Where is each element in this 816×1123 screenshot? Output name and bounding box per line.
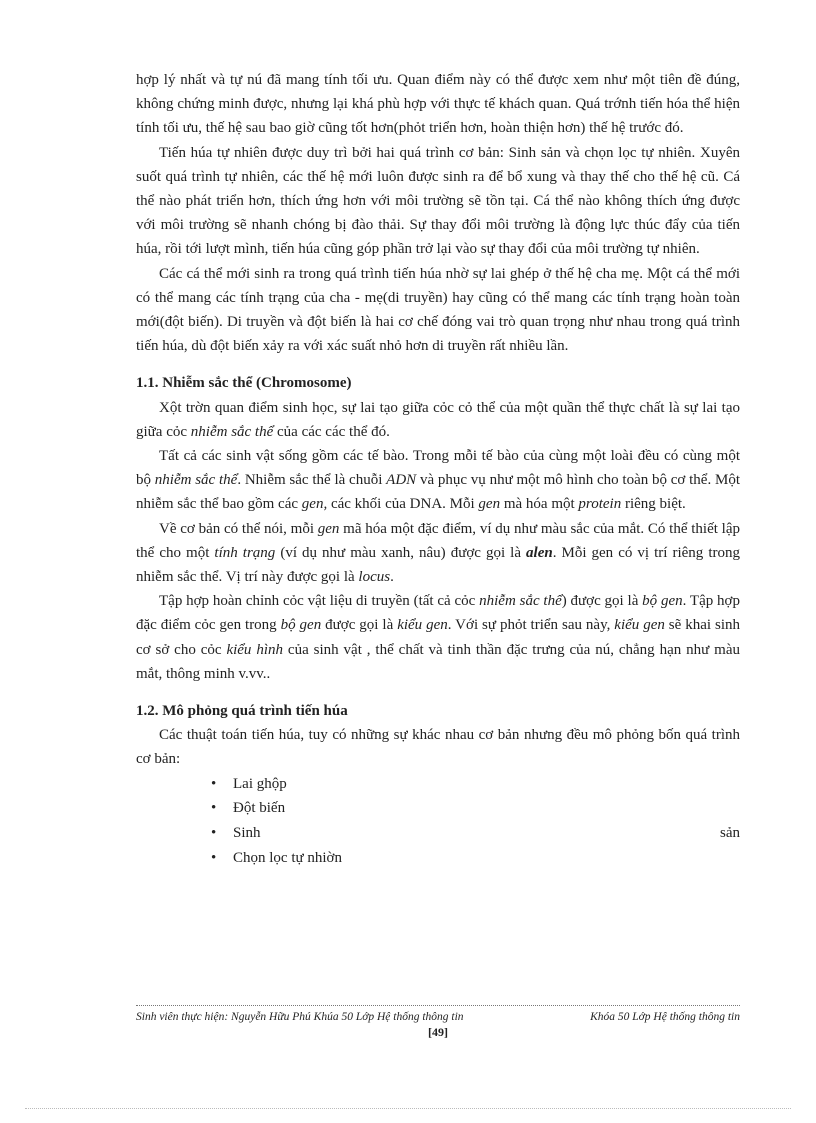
paragraph-simulation-intro: Các thuật toán tiến húa, tuy có những sự khác nhau cơ bản nhưng đều mô phỏng bốn quá trình cơ bản: xyxy=(136,727,740,768)
list-item: • Đột biến xyxy=(211,796,740,821)
paragraph-chromosome-1: Xột trờn quan điểm sinh học, sự lai tạo giữa cỏc cỏ thể của một quần thể thực chất là sự lai tạo giữa cỏc nhiễm sắc thể của các các thể đó. xyxy=(136,399,740,440)
process-list xyxy=(136,772,740,871)
paragraph-chromosome-3: Về cơ bản có thể nói, mỗi gen mã hóa một đặc điểm, ví dụ như màu sắc của mắt. Có thể thiết lập thể cho một tính trạng (ví dụ như màu xanh, nâu) được gọi là alen. Mỗi gen có vị trí riêng trong nhiễm sắc thể. Vị trí này được gọi là locus. xyxy=(136,520,740,586)
footer-class: Khóa 50 Lớp Hệ thống thông tin xyxy=(590,1011,740,1023)
paragraph-chromosome-2: Tất cả các sinh vật sống gồm các tế bào. Trong mỗi tế bào của cùng một loài đều có cùng một bộ nhiễm sắc thể. Nhiễm sắc thể là chuỗi ADN và phục vụ như một mô hình cho toàn bộ cơ thể. Một nhiễm sắc thể bao gồm các gen, các khối của DNA. Mỗi gen mà hóa một protein riêng biệt. xyxy=(136,448,740,513)
list-item: • Sinh sản xyxy=(211,821,740,846)
paragraph-natural-evolution: Tiến húa tự nhiên được duy trì bởi hai quá trình cơ bản: Sinh sản và chọn lọc tự nhiên. Xuyên suốt quá trình tự nhiên, các thế hệ mới luôn được sinh ra để bổ xung và thay thế cho thế hệ cũ. Cá thể nào phát triển hơn, thích ứng hơn với môi trường sẽ tồn tại. Cá thể nào không thích ứng được với môi trường sẽ nhanh chóng bị đào thải. Sự thay đổi môi trường là động lực thúc đẩy của tiến húa, rồi tới lượt mình, tiến húa cũng góp phần trở lại vào sự thay đổi của môi trường tự nhiên. xyxy=(136,144,740,258)
list-item: • Chọn lọc tự nhiờn xyxy=(211,846,740,871)
list-item: • Lai ghộp xyxy=(211,772,740,797)
section-heading-simulation: 1.2. Mô phỏng quá trình tiến húa xyxy=(136,703,348,720)
paragraph-offspring: Các cá thể mới sinh ra trong quá trình tiến húa nhờ sự lai ghép ở thế hệ cha mẹ. Một cá thể mới có thể mang các tính trạng của cha - mẹ(di truyền) hay cũng có thể mang các tính trạng hoàn toàn mới(đột biến). Di truyền và đột biến là hai cơ chế đóng vai trò quan trọng như nhau trong quá trình tiến húa, dù đột biến xảy ra với xác suất nhỏ hơn di truyền rất nhiều lần. xyxy=(136,265,740,355)
paragraph-chromosome-4: Tập hợp hoàn chỉnh cỏc vật liệu di truyền (tất cả cỏc nhiễm sắc thể) được gọi là bộ gen. Tập hợp đặc điểm cỏc gen trong bộ gen được gọi là kiểu gen. Với sự phỏt triển sau này, kiểu gen sẽ khai sinh cơ sở cho cỏc kiểu hình của sinh vật , thể chất và tinh thần đặc trưng của nú, chẳng hạn như màu mắt, thông minh v.vv.. xyxy=(136,593,740,682)
footer-author: Sinh viên thực hiện: Nguyễn Hữu Phú Khúa 50 Lớp Hệ thống thông tin xyxy=(136,1011,464,1023)
page-content xyxy=(136,68,740,871)
page-footer xyxy=(136,1005,740,1040)
page-number: [49] xyxy=(428,1025,448,1039)
paragraph-continuation: hợp lý nhất và tự nú đã mang tính tối ưu. Quan điểm này có thể được xem như một tiên đề đúng, không chứng minh được, nhưng lại khá phù hợp với thực tế khách quan. Quá trớnh tiến hóa thể hiện tính tối ưu, thế hệ sau bao giờ cũng tốt hơn(phỏt triển hơn, hoàn thiện hơn) thế hệ trước đó. xyxy=(136,72,740,137)
page-bottom-divider xyxy=(25,1108,791,1109)
section-heading-chromosome: 1.1. Nhiễm sắc thể (Chromosome) xyxy=(136,375,352,392)
